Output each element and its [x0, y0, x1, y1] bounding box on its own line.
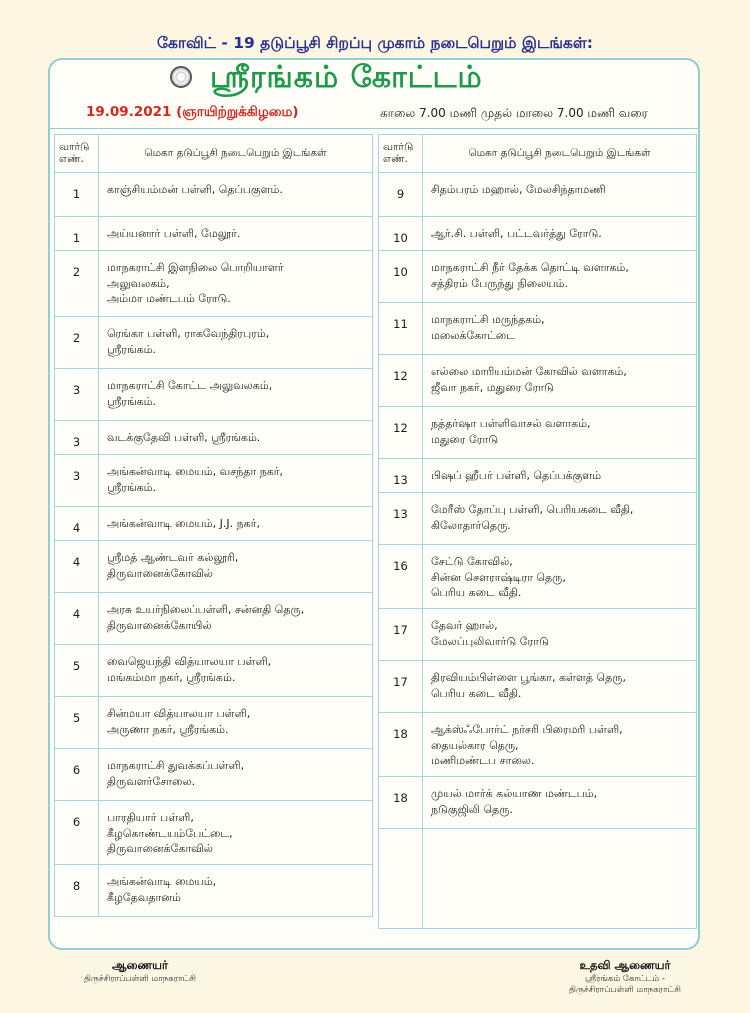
ward-number: 2	[55, 317, 99, 369]
table-row	[55, 697, 373, 749]
camp-location: நத்தர்ஷா பள்ளிவாசல் வளாகம், மதுரை ரோடு	[423, 407, 697, 459]
table-row	[379, 777, 697, 829]
empty-cell	[379, 829, 423, 929]
camp-location: தேவர் ஹால், மேலப்புலிவார்டு ரோடு	[423, 609, 697, 661]
location-column-header: மெகா தடுப்பூசி நடைபெறும் இடங்கள்	[99, 135, 373, 173]
ward-number: 5	[55, 645, 99, 697]
commissioner-signature	[60, 958, 220, 985]
camp-location: முயல் மார்க் கல்யாண மண்டபம், நடுகுஜிலி தெரு.	[423, 777, 697, 829]
camp-location: வடக்குதேவி பள்ளி, ஸ்ரீரங்கம்.	[99, 421, 373, 455]
camp-date: 19.09.2021 (ஞாயிற்றுக்கிழமை)	[86, 104, 299, 120]
ward-number: 13	[379, 493, 423, 545]
camp-location: பாரதியார் பள்ளி, கீழகொண்டயம்பேட்டை, திருவானைக்கோவில்	[99, 801, 373, 865]
camp-location: பிஷப் ஹீபர் பள்ளி, தெப்பக்குளம்	[423, 459, 697, 493]
assistant-commissioner-title: உதவி ஆணையர்	[579, 958, 671, 972]
empty-table-row	[379, 829, 697, 929]
table-row	[379, 661, 697, 713]
camp-location: மாநகராட்சி கோட்ட அலுவலகம், ஸ்ரீரங்கம்.	[99, 369, 373, 421]
table-row	[379, 251, 697, 303]
zone-title: ஸ்ரீரங்கம் கோட்டம்	[210, 60, 483, 95]
table-row	[55, 217, 373, 251]
camp-location: எல்லை மாரியம்மன் கோவில் வளாகம், ஜீவா நகர், மதுரை ரோடு	[423, 355, 697, 407]
camp-location: மேரீஸ் தோப்பு பள்ளி, பெரியகடை வீதி, கிலோதார்தெரு.	[423, 493, 697, 545]
commissioner-title: ஆணையர்	[112, 958, 168, 972]
location-column-header: மெகா தடுப்பூசி நடைபெறும் இடங்கள்	[423, 135, 697, 173]
ward-number: 4	[55, 541, 99, 593]
ward-number: 16	[379, 545, 423, 609]
table-row	[55, 541, 373, 593]
ward-number: 10	[379, 217, 423, 251]
ward-number: 18	[379, 777, 423, 829]
ward-number: 3	[55, 455, 99, 507]
table-row	[379, 493, 697, 545]
camp-location: அங்கன்வாடி மையம், கீழதேவதானம்	[99, 865, 373, 917]
table-row	[55, 251, 373, 317]
table-row	[55, 749, 373, 801]
ward-number: 3	[55, 369, 99, 421]
camp-location: அய்யனார் பள்ளி, மேலூர்.	[99, 217, 373, 251]
camp-location: ரெங்கா பள்ளி, ராகவேந்திரபுரம், ஸ்ரீரங்கம்.	[99, 317, 373, 369]
table-row	[55, 317, 373, 369]
table-row	[55, 645, 373, 697]
ward-number: 1	[55, 217, 99, 251]
ward-number: 17	[379, 609, 423, 661]
table-row	[379, 303, 697, 355]
camp-location: திரவியம்பிள்ளை பூங்கா, கள்ளத் தெரு, பெரிய கடை வீதி.	[423, 661, 697, 713]
assistant-commissioner-signature	[540, 958, 710, 996]
table-row	[55, 865, 373, 917]
ward-number: 18	[379, 713, 423, 777]
ward-number: 5	[55, 697, 99, 749]
table-row	[55, 369, 373, 421]
table-header-row	[55, 135, 373, 173]
camp-location: காஞ்சியம்மன் பள்ளி, தெப்பகுளம்.	[99, 173, 373, 217]
ward-number: 4	[55, 507, 99, 541]
ward-number: 1	[55, 173, 99, 217]
assistant-commissioner-subtitle: ஸ்ரீரங்கம் கோட்டம் - திருச்சிராப்பள்ளி மாநகராட்சி	[569, 974, 681, 995]
ward-column-header: வார்டு எண்.	[379, 135, 423, 173]
table-row	[379, 609, 697, 661]
table-row	[55, 455, 373, 507]
table-row	[379, 407, 697, 459]
table-row	[55, 173, 373, 217]
camp-location: சேட்டு கோவில், சின்ன சௌராஷ்டிரா தெரு, பெரிய கடை வீதி.	[423, 545, 697, 609]
camp-location: அங்கன்வாடி மையம், J.J. நகர்,	[99, 507, 373, 541]
camp-location: அரசு உயர்நிலைப்பள்ளி, சன்னதி தெரு, திருவானைக்கோயில்	[99, 593, 373, 645]
table-row	[55, 421, 373, 455]
ward-number: 4	[55, 593, 99, 645]
ward-number: 17	[379, 661, 423, 713]
table-row	[379, 355, 697, 407]
camp-location: மாநகராட்சி மருந்தகம், மலைக்கோட்டை	[423, 303, 697, 355]
empty-cell	[423, 829, 697, 929]
ward-number: 11	[379, 303, 423, 355]
table-row	[55, 593, 373, 645]
table-row	[55, 507, 373, 541]
table-header-row	[379, 135, 697, 173]
ward-number: 6	[55, 749, 99, 801]
camp-location: வைஜெயந்தி வித்யாலயா பள்ளி, மங்கம்மா நகர், ஸ்ரீரங்கம்.	[99, 645, 373, 697]
camp-timing: காலை 7.00 மணி முதல் மாலை 7.00 மணி வரை	[380, 106, 648, 120]
header-divider	[48, 128, 700, 129]
corporation-seal-icon	[170, 66, 192, 88]
ward-number: 12	[379, 355, 423, 407]
ward-number: 12	[379, 407, 423, 459]
table-row	[379, 459, 697, 493]
camp-location: ஆக்ஸ்ஃபோர்ட் நர்சரி பிரைமரி பள்ளி, தையல்கார தெரு, மணிமண்டப சாலை.	[423, 713, 697, 777]
table-row	[379, 173, 697, 217]
table-row	[379, 217, 697, 251]
camp-location: சின்மயா வித்யாலயா பள்ளி, அருணா நகர், ஸ்ரீரங்கம்.	[99, 697, 373, 749]
camp-location: மாநகராட்சி இளநிலை பொறியாளர் அலுவலகம், அம்மா மண்டபம் ரோடு.	[99, 251, 373, 317]
ward-number: 8	[55, 865, 99, 917]
ward-number: 13	[379, 459, 423, 493]
table-row	[379, 545, 697, 609]
locations-table-left	[54, 134, 373, 917]
camp-location: அங்கன்வாடி மையம், வசந்தா நகர், ஸ்ரீரங்கம்.	[99, 455, 373, 507]
camp-location: மாநகராட்சி நீர் தேக்க தொட்டி வளாகம், சத்திரம் பேருந்து நிலையம்.	[423, 251, 697, 303]
ward-number: 3	[55, 421, 99, 455]
camp-location: சிதம்பரம் மஹால், மேலசிந்தாமணி	[423, 173, 697, 217]
commissioner-subtitle: திருச்சிராப்பள்ளி மாநகராட்சி	[84, 974, 196, 984]
ward-number: 2	[55, 251, 99, 317]
ward-column-header: வார்டு எண்.	[55, 135, 99, 173]
table-row	[379, 713, 697, 777]
camp-location: ஆர்.சி. பள்ளி, பட்டவர்த்து ரோடு.	[423, 217, 697, 251]
locations-table-right	[378, 134, 697, 929]
camp-location: மாநகராட்சி துவக்கப்பள்ளி, திருவளர்சோலை.	[99, 749, 373, 801]
ward-number: 6	[55, 801, 99, 865]
ward-number: 10	[379, 251, 423, 303]
camp-location: ஸ்ரீமத் ஆண்டவர் கல்லூரி, திருவானைக்கோவில்	[99, 541, 373, 593]
ward-number: 9	[379, 173, 423, 217]
notice-heading: கோவிட் - 19 தடுப்பூசி சிறப்பு முகாம் நடைபெறும் இடங்கள்:	[157, 34, 593, 52]
table-row	[55, 801, 373, 865]
